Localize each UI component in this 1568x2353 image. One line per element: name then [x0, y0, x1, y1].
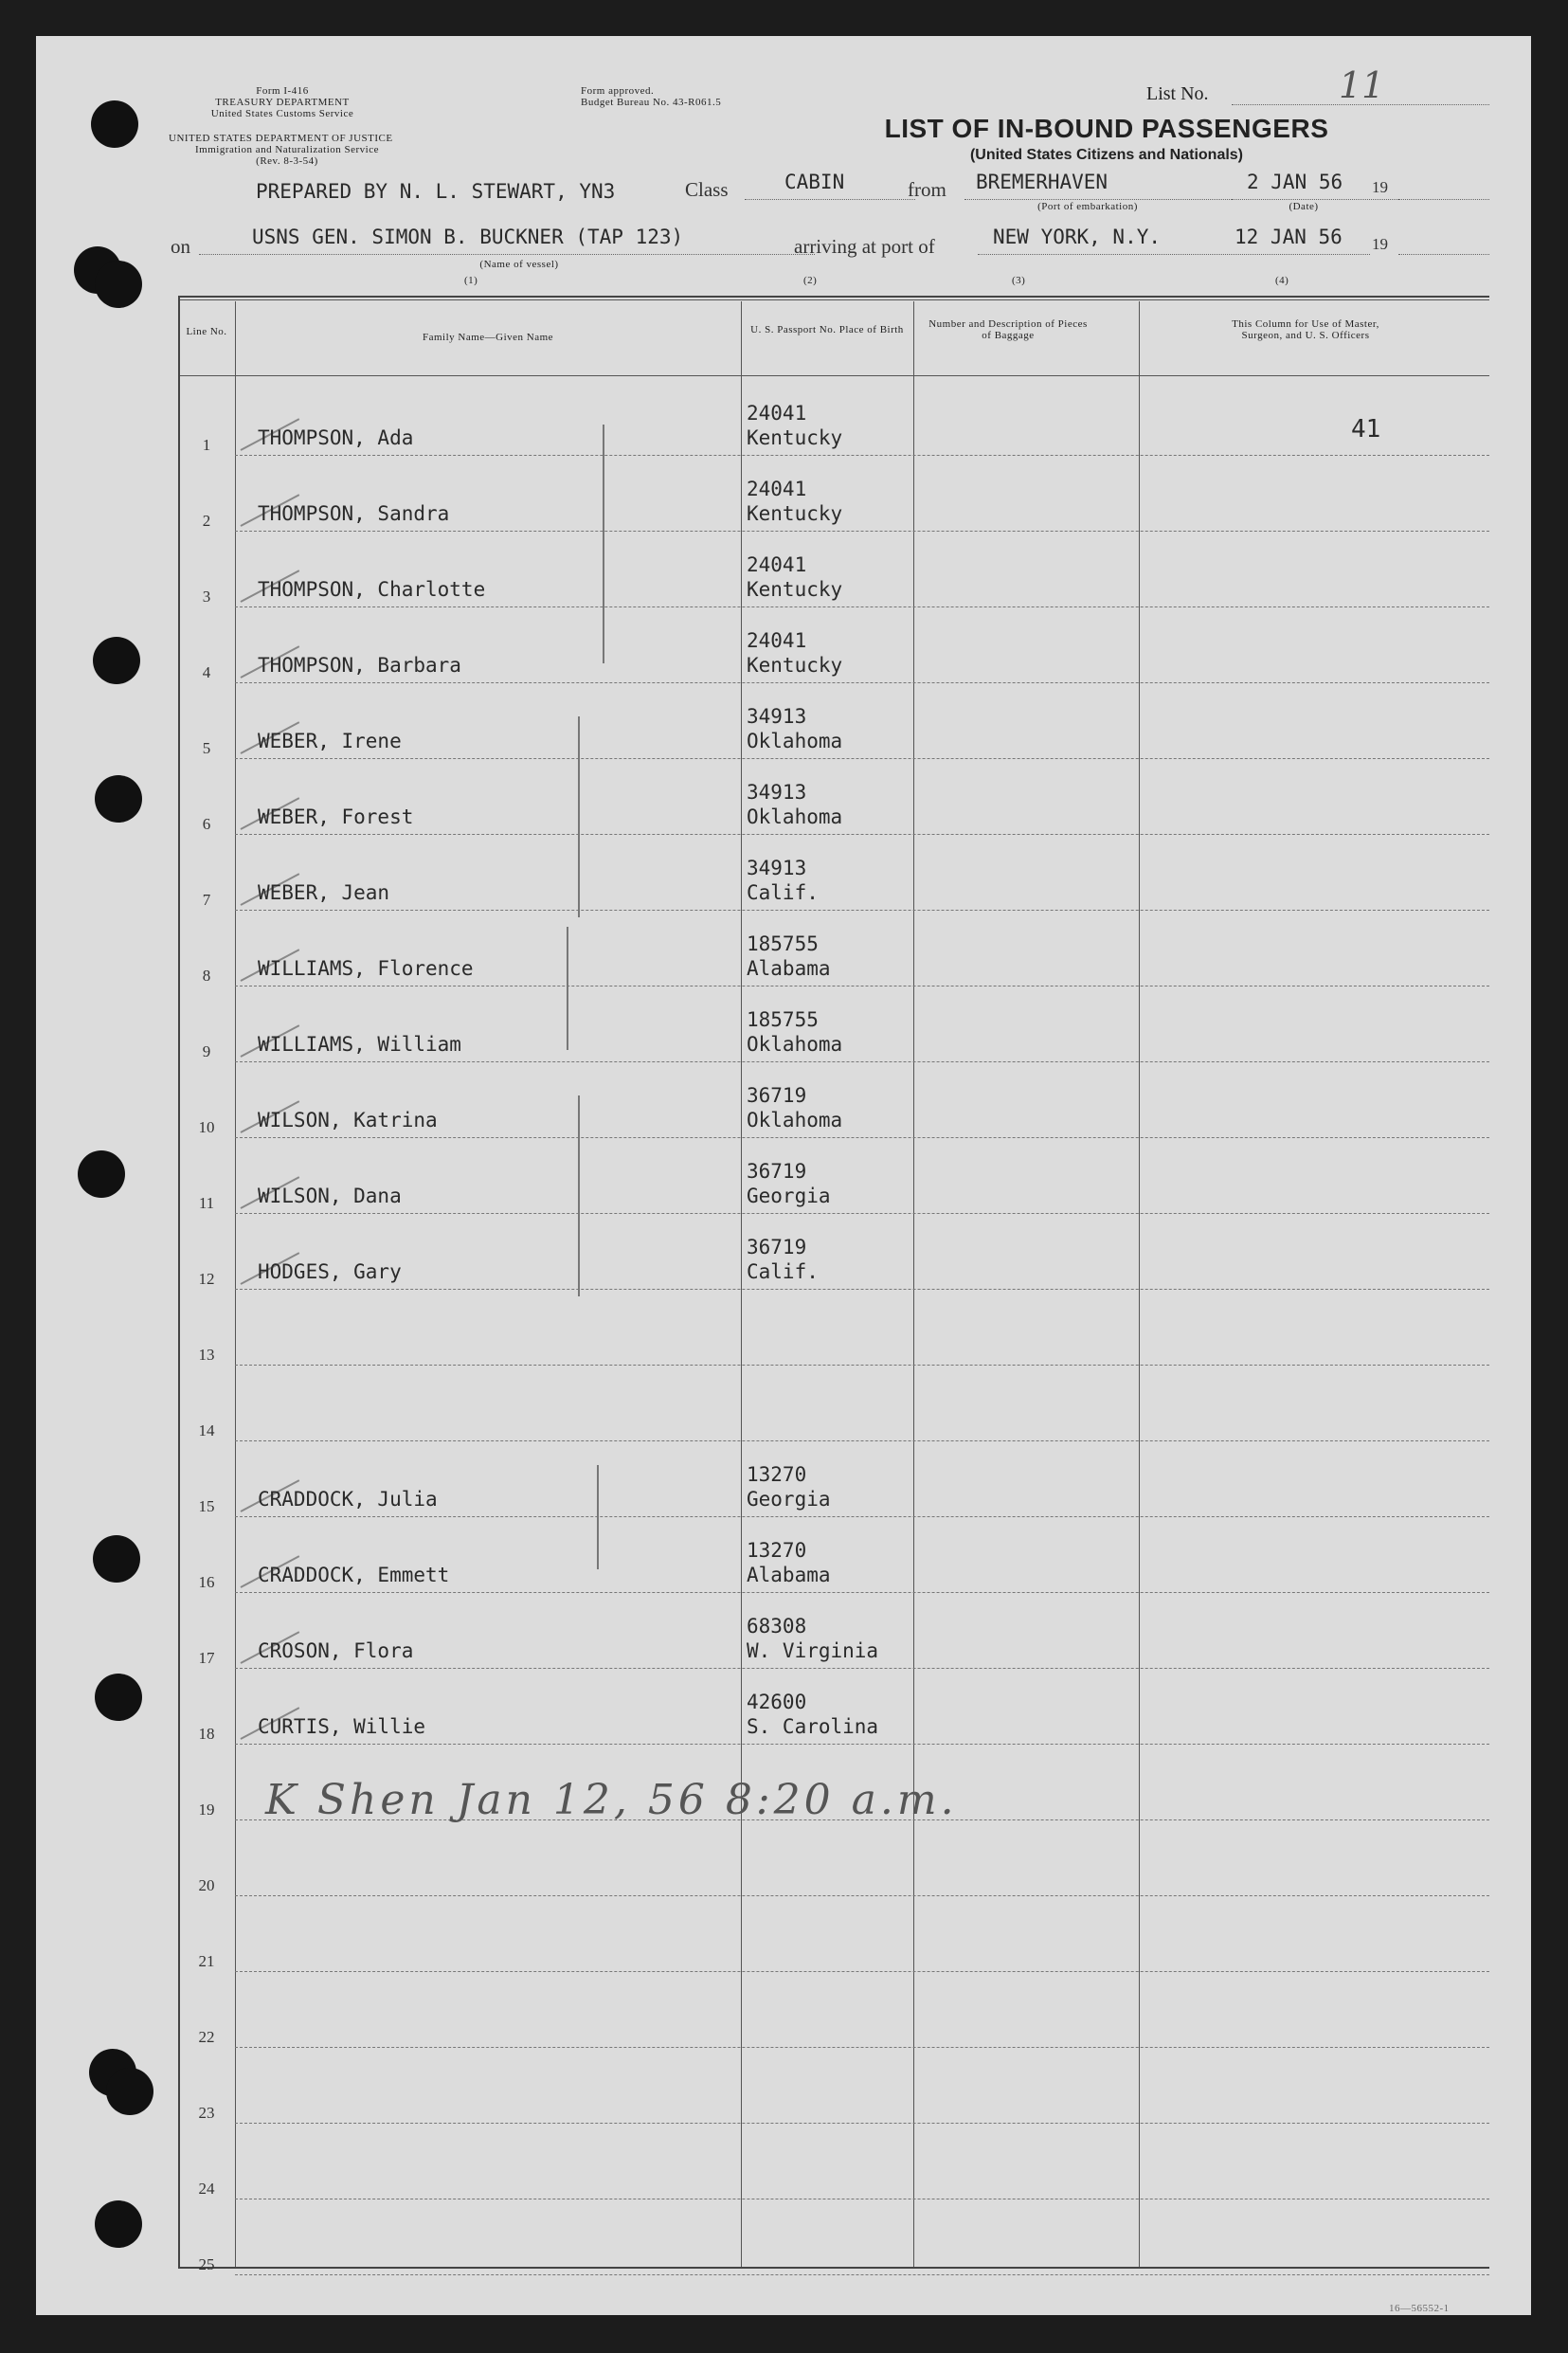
line-number: 7 [202, 891, 211, 909]
row-rule [235, 2047, 1489, 2048]
table-top-border [178, 296, 1489, 298]
place-of-birth: Kentucky [747, 502, 843, 525]
line-number: 9 [202, 1042, 211, 1060]
list-no-value: 11 [1339, 64, 1385, 106]
col-header-line-no: Line No. [186, 326, 227, 337]
list-no-label: List No. [1146, 83, 1209, 104]
line-number: 5 [202, 739, 211, 757]
form-approved: Form approved. [581, 85, 655, 97]
passenger-name: WEBER, Irene [258, 730, 402, 752]
class-line [745, 199, 915, 200]
place-of-birth: Oklahoma [747, 805, 843, 828]
year-suffix-2: 19 [1372, 235, 1388, 253]
footer-code: 16—56552-1 [1389, 2303, 1450, 2314]
line-number: 22 [198, 2028, 215, 2046]
passport-number: 185755 [747, 1008, 819, 1031]
row-rule [235, 1516, 1489, 1517]
row-rule [235, 2274, 1489, 2275]
line-number: 14 [198, 1421, 215, 1439]
row-rule [235, 682, 1489, 683]
line-number: 10 [198, 1118, 215, 1136]
family-bracket-williams [567, 927, 568, 1050]
place-of-birth: Alabama [747, 957, 831, 980]
place-of-birth: Kentucky [747, 654, 843, 677]
on-label: on [171, 235, 190, 258]
passenger-name: WEBER, Jean [258, 881, 390, 904]
passenger-name: WILLIAMS, William [258, 1033, 461, 1056]
line-number: 24 [198, 2180, 215, 2198]
binder-hole [78, 1150, 125, 1198]
treasury-dept: TREASURY DEPARTMENT [215, 97, 350, 108]
arrival-port: NEW YORK, N.Y. [993, 226, 1162, 248]
row-rule [235, 1440, 1489, 1441]
line-number: 2 [202, 512, 211, 530]
row-rule [235, 606, 1489, 607]
place-of-birth: Kentucky [747, 578, 843, 601]
year-suffix-1: 19 [1372, 178, 1388, 196]
binder-hole [95, 775, 142, 823]
passport-number: 36719 [747, 1160, 807, 1183]
passenger-name: CURTIS, Willie [258, 1715, 426, 1738]
row-rule [235, 1289, 1489, 1290]
binder-hole [106, 2068, 153, 2115]
passport-number: 34913 [747, 781, 807, 804]
binder-hole [91, 100, 138, 148]
family-bracket-wilson [578, 1095, 580, 1296]
line-number: 19 [198, 1801, 215, 1819]
passport-number: 42600 [747, 1691, 807, 1713]
row-rule [235, 758, 1489, 759]
vessel-caption: (Name of vessel) [479, 259, 559, 270]
row-rule [235, 1137, 1489, 1138]
col-header-name: Family Name—Given Name [422, 332, 554, 343]
row-rule [235, 531, 1489, 532]
line-number: 21 [198, 1952, 215, 1970]
passport-number: 24041 [747, 478, 807, 500]
table-top-border-inner [178, 299, 1489, 300]
date-caption: (Date) [1289, 201, 1319, 212]
passenger-name: THOMPSON, Ada [258, 426, 414, 449]
place-of-birth: Georgia [747, 1185, 831, 1207]
line-number: 13 [198, 1346, 215, 1364]
revision-date: (Rev. 8-3-54) [256, 155, 318, 167]
passenger-name: WILSON, Dana [258, 1185, 402, 1207]
binder-hole [95, 2200, 142, 2248]
vessel-line [199, 254, 815, 255]
passport-number: 24041 [747, 402, 807, 425]
place-of-birth: Oklahoma [747, 1033, 843, 1056]
place-of-birth: Oklahoma [747, 730, 843, 752]
line-number: 8 [202, 967, 211, 985]
place-of-birth: Calif. [747, 1260, 819, 1283]
row-rule [235, 1592, 1489, 1593]
col-num-1: (1) [464, 275, 478, 286]
col-num-3: (3) [1012, 275, 1026, 286]
row-rule [235, 1061, 1489, 1062]
line-number: 16 [198, 1573, 215, 1591]
table-header-rule [178, 375, 1489, 376]
line-number: 15 [198, 1497, 215, 1515]
passport-number: 34913 [747, 705, 807, 728]
passport-number: 36719 [747, 1084, 807, 1107]
class-label: Class [685, 178, 729, 201]
departure-date: 2 JAN 56 [1247, 171, 1343, 193]
col-header-baggage: Number and Description of Pieces of Baggage [928, 318, 1088, 341]
embark-caption: (Port of embarkation) [1037, 201, 1138, 212]
place-of-birth: Oklahoma [747, 1109, 843, 1131]
prepared-by: PREPARED BY N. L. STEWART, YN3 [256, 180, 616, 203]
row-rule [235, 1744, 1489, 1745]
line-number: 17 [198, 1649, 215, 1667]
passenger-name: THOMPSON, Sandra [258, 502, 450, 525]
officer-annotation: 41 [1351, 415, 1381, 443]
from-line [964, 199, 1239, 200]
table-bottom-border [178, 2267, 1489, 2269]
ins-service: Immigration and Naturalization Service [194, 144, 380, 155]
place-of-birth: W. Virginia [747, 1639, 879, 1662]
line-number: 3 [202, 588, 211, 606]
row-rule [235, 1365, 1489, 1366]
col-header-passport: U. S. Passport No. Place of Birth [750, 324, 904, 335]
passenger-name: THOMPSON, Barbara [258, 654, 461, 677]
document-title: LIST OF IN-BOUND PASSENGERS [884, 114, 1329, 143]
col-header-officers: This Column for Use of Master, Surgeon, and U. S. Officers [1232, 318, 1379, 341]
customs-service: United States Customs Service [210, 108, 354, 119]
line-number: 20 [198, 1876, 215, 1894]
passport-number: 34913 [747, 857, 807, 879]
line-number: 12 [198, 1270, 215, 1288]
binder-hole [95, 261, 142, 308]
family-bracket-thompson [603, 425, 604, 663]
arrival-date: 12 JAN 56 [1235, 226, 1343, 248]
col-num-4: (4) [1275, 275, 1289, 286]
form-number: Form I-416 [256, 85, 309, 97]
document-subtitle: (United States Citizens and Nationals) [969, 147, 1244, 163]
row-rule [235, 455, 1489, 456]
passenger-name: WILLIAMS, Florence [258, 957, 474, 980]
place-of-birth: Alabama [747, 1564, 831, 1586]
place-of-birth: Calif. [747, 881, 819, 904]
binder-hole [93, 1535, 140, 1583]
arriving-label: arriving at port of [794, 235, 935, 258]
passport-number: 13270 [747, 1463, 807, 1486]
passenger-name: WEBER, Forest [258, 805, 414, 828]
col-num-2: (2) [803, 275, 818, 286]
family-bracket-weber [578, 716, 580, 917]
handwritten-inspection-note: K Shen Jan 12, 56 8:20 a.m. [265, 1776, 958, 1824]
place-of-birth: S. Carolina [747, 1715, 879, 1738]
passenger-name: WILSON, Katrina [258, 1109, 438, 1131]
line-number: 1 [202, 436, 211, 454]
line-number: 4 [202, 663, 211, 681]
passenger-name: CRADDOCK, Emmett [258, 1564, 450, 1586]
from-value: BREMERHAVEN [976, 171, 1108, 193]
from-label: from [908, 178, 946, 201]
passport-number: 24041 [747, 629, 807, 652]
place-of-birth: Georgia [747, 1488, 831, 1511]
row-rule [235, 1668, 1489, 1669]
row-rule [235, 834, 1489, 835]
binder-hole [95, 1674, 142, 1721]
table-left-border [178, 296, 180, 2267]
row-rule [235, 1895, 1489, 1896]
row-rule [235, 1213, 1489, 1214]
year-line-2 [1398, 254, 1489, 255]
port-line [978, 254, 1370, 255]
document-page [36, 36, 1531, 2315]
line-number: 6 [202, 815, 211, 833]
line-number: 25 [198, 2255, 215, 2273]
passport-number: 36719 [747, 1236, 807, 1258]
line-number: 23 [198, 2104, 215, 2122]
row-rule [235, 910, 1489, 911]
line-number: 18 [198, 1725, 215, 1743]
row-rule [235, 1971, 1489, 1972]
year-line-1 [1398, 199, 1489, 200]
passenger-name: CRADDOCK, Julia [258, 1488, 438, 1511]
binder-hole [93, 637, 140, 684]
class-value: CABIN [784, 171, 845, 193]
family-bracket-craddock [597, 1465, 599, 1569]
passport-number: 68308 [747, 1615, 807, 1638]
passenger-name: THOMPSON, Charlotte [258, 578, 486, 601]
justice-dept: UNITED STATES DEPARTMENT OF JUSTICE [169, 133, 393, 144]
line-number: 11 [198, 1194, 215, 1212]
passenger-name: HODGES, Gary [258, 1260, 402, 1283]
place-of-birth: Kentucky [747, 426, 843, 449]
row-rule [235, 2123, 1489, 2124]
vessel-name: USNS GEN. SIMON B. BUCKNER (TAP 123) [252, 226, 684, 248]
passport-number: 13270 [747, 1539, 807, 1562]
passport-number: 185755 [747, 932, 819, 955]
passenger-name: CROSON, Flora [258, 1639, 414, 1662]
budget-bureau: Budget Bureau No. 43-R061.5 [581, 97, 722, 108]
passport-number: 24041 [747, 553, 807, 576]
